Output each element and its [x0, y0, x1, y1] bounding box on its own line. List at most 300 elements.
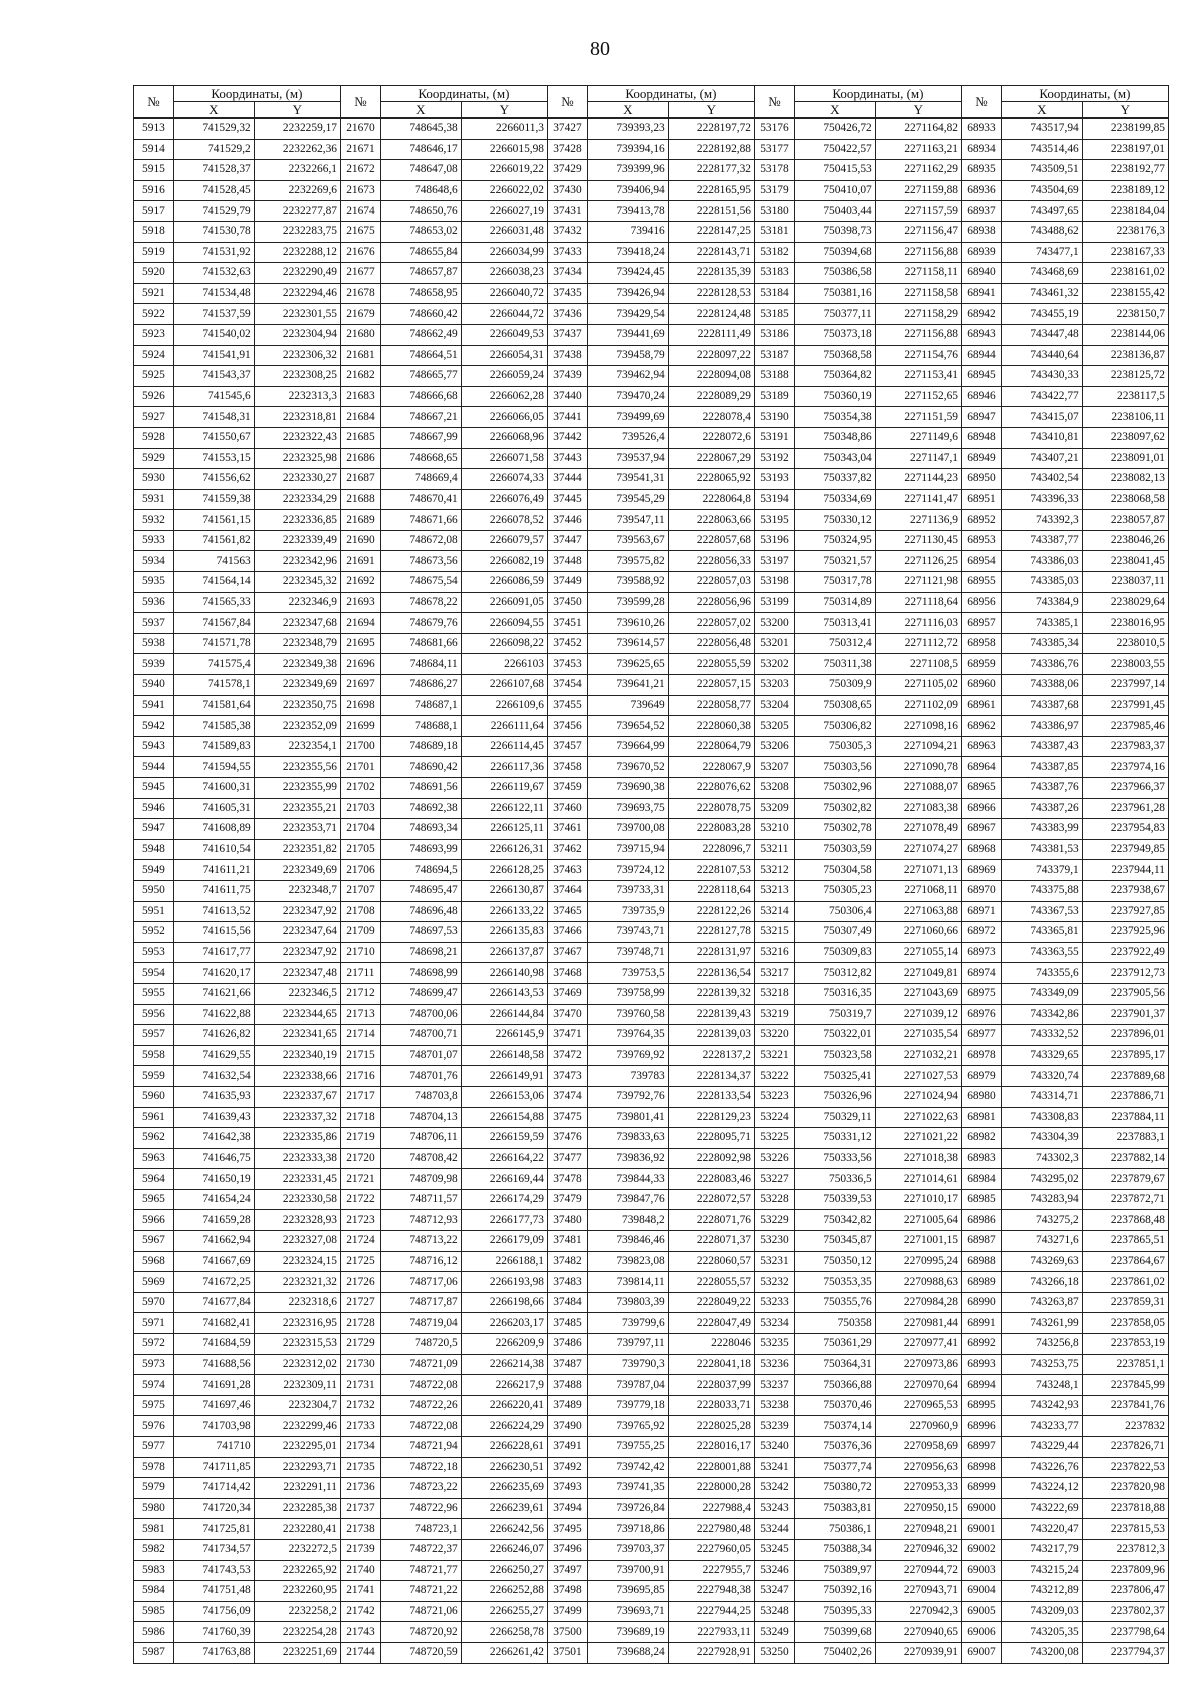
y-coordinate: 2228083,28: [668, 819, 754, 840]
y-coordinate: 2271068,11: [875, 880, 961, 901]
x-coordinate: 748655,84: [380, 242, 461, 263]
x-coordinate: 743355,6: [1001, 963, 1082, 984]
x-coordinate: 741556,62: [173, 469, 254, 490]
x-coordinate: 748691,56: [380, 778, 461, 799]
x-coordinate: 743212,89: [1001, 1581, 1082, 1602]
x-coordinate: 741615,56: [173, 922, 254, 943]
x-coordinate: 743295,02: [1001, 1169, 1082, 1190]
point-number: 21716: [341, 1066, 381, 1087]
x-coordinate: 739801,41: [587, 1107, 668, 1128]
y-coordinate: 2266188,1: [461, 1251, 547, 1272]
point-number: 68994: [962, 1375, 1002, 1396]
y-coordinate: 2271063,88: [875, 901, 961, 922]
y-coordinate: 2232337,67: [254, 1086, 340, 1107]
y-coordinate: 2232342,96: [254, 551, 340, 572]
x-coordinate: 739755,25: [587, 1437, 668, 1458]
point-number: 21700: [341, 736, 381, 757]
header-coordinates: Координаты, (м): [587, 86, 754, 102]
x-coordinate: 739693,71: [587, 1601, 668, 1622]
point-number: 68976: [962, 1004, 1002, 1025]
point-number: 53198: [755, 572, 795, 593]
point-number: 37455: [548, 695, 588, 716]
x-coordinate: 741600,31: [173, 778, 254, 799]
point-number: 21685: [341, 427, 381, 448]
point-number: 37432: [548, 221, 588, 242]
point-number: 68965: [962, 778, 1002, 799]
y-coordinate: 2232324,15: [254, 1251, 340, 1272]
y-coordinate: 2271039,12: [875, 1004, 961, 1025]
x-coordinate: 743387,43: [1001, 736, 1082, 757]
y-coordinate: 2232352,09: [254, 716, 340, 737]
x-coordinate: 748700,71: [380, 1025, 461, 1046]
x-coordinate: 739547,11: [587, 510, 668, 531]
y-coordinate: 2228072,6: [668, 427, 754, 448]
y-coordinate: 2232330,58: [254, 1189, 340, 1210]
table-row: [134, 757, 1169, 778]
x-coordinate: 748648,6: [380, 180, 461, 201]
point-number: 37484: [548, 1292, 588, 1313]
point-number: 21696: [341, 654, 381, 675]
x-coordinate: 750329,11: [794, 1107, 875, 1128]
point-number: 68973: [962, 942, 1002, 963]
x-coordinate: 750333,56: [794, 1148, 875, 1169]
header-coordinates: Координаты, (м): [173, 86, 340, 102]
y-coordinate: 2270984,28: [875, 1292, 961, 1313]
point-number: 37449: [548, 572, 588, 593]
point-number: 21731: [341, 1375, 381, 1396]
x-coordinate: 750403,44: [794, 201, 875, 222]
x-coordinate: 748722,08: [380, 1416, 461, 1437]
y-coordinate: 2228143,71: [668, 242, 754, 263]
y-coordinate: 2271088,07: [875, 778, 961, 799]
y-coordinate: 2238003,55: [1082, 654, 1168, 675]
x-coordinate: 748711,57: [380, 1189, 461, 1210]
page-number: 80: [590, 38, 610, 60]
x-coordinate: 739742,42: [587, 1457, 668, 1478]
y-coordinate: 2232330,27: [254, 469, 340, 490]
point-number: 21737: [341, 1498, 381, 1519]
x-coordinate: 739735,9: [587, 901, 668, 922]
point-number: 5913: [134, 118, 174, 139]
y-coordinate: 2237896,01: [1082, 1025, 1168, 1046]
point-number: 37486: [548, 1334, 588, 1355]
table-body: [134, 118, 1169, 1663]
y-coordinate: 2271098,16: [875, 716, 961, 737]
header-number: №: [962, 86, 1002, 119]
point-number: 53230: [755, 1231, 795, 1252]
table-row: [134, 1560, 1169, 1581]
y-coordinate: 2237938,67: [1082, 880, 1168, 901]
x-coordinate: 750354,38: [794, 407, 875, 428]
y-coordinate: 2270953,33: [875, 1478, 961, 1499]
x-coordinate: 748670,41: [380, 489, 461, 510]
point-number: 37450: [548, 592, 588, 613]
x-coordinate: 741534,48: [173, 283, 254, 304]
y-coordinate: 2237794,37: [1082, 1642, 1168, 1663]
point-number: 37482: [548, 1251, 588, 1272]
point-number: 5970: [134, 1292, 174, 1313]
x-coordinate: 739399,96: [587, 160, 668, 181]
x-coordinate: 750304,58: [794, 860, 875, 881]
point-number: 5960: [134, 1086, 174, 1107]
table-row: [134, 283, 1169, 304]
table-row: [134, 1354, 1169, 1375]
point-number: 68957: [962, 613, 1002, 634]
x-coordinate: 739429,54: [587, 304, 668, 325]
y-coordinate: 2266145,9: [461, 1025, 547, 1046]
x-coordinate: 741720,34: [173, 1498, 254, 1519]
x-coordinate: 748692,38: [380, 798, 461, 819]
y-coordinate: 2271162,29: [875, 160, 961, 181]
y-coordinate: 2228057,15: [668, 675, 754, 696]
y-coordinate: 2232251,69: [254, 1642, 340, 1663]
x-coordinate: 743396,33: [1001, 489, 1082, 510]
table-row: [134, 242, 1169, 263]
y-coordinate: 2227988,4: [668, 1498, 754, 1519]
y-coordinate: 2271141,47: [875, 489, 961, 510]
x-coordinate: 748722,08: [380, 1375, 461, 1396]
y-coordinate: 2238037,11: [1082, 572, 1168, 593]
x-coordinate: 743504,69: [1001, 180, 1082, 201]
x-coordinate: 743248,1: [1001, 1375, 1082, 1396]
y-coordinate: 2266066,05: [461, 407, 547, 428]
point-number: 37501: [548, 1642, 588, 1663]
y-coordinate: 2232262,36: [254, 139, 340, 160]
point-number: 5981: [134, 1519, 174, 1540]
x-coordinate: 748708,42: [380, 1148, 461, 1169]
point-number: 68977: [962, 1025, 1002, 1046]
y-coordinate: 2228137,2: [668, 1045, 754, 1066]
point-number: 21675: [341, 221, 381, 242]
point-number: 53205: [755, 716, 795, 737]
x-coordinate: 743209,03: [1001, 1601, 1082, 1622]
y-coordinate: 2228129,23: [668, 1107, 754, 1128]
x-coordinate: 748686,27: [380, 675, 461, 696]
y-coordinate: 2228097,22: [668, 345, 754, 366]
point-number: 68997: [962, 1437, 1002, 1458]
y-coordinate: 2228037,99: [668, 1375, 754, 1396]
y-coordinate: 2232347,68: [254, 613, 340, 634]
y-coordinate: 2271156,47: [875, 221, 961, 242]
point-number: 37464: [548, 880, 588, 901]
x-coordinate: 748695,47: [380, 880, 461, 901]
x-coordinate: 741697,46: [173, 1395, 254, 1416]
y-coordinate: 2271032,21: [875, 1045, 961, 1066]
y-coordinate: 2237853,19: [1082, 1334, 1168, 1355]
y-coordinate: 2271136,9: [875, 510, 961, 531]
table-row: [134, 448, 1169, 469]
x-coordinate: 741751,48: [173, 1581, 254, 1602]
point-number: 5919: [134, 242, 174, 263]
point-number: 53200: [755, 613, 795, 634]
point-number: 37499: [548, 1601, 588, 1622]
y-coordinate: 2228139,32: [668, 983, 754, 1004]
x-coordinate: 739610,26: [587, 613, 668, 634]
x-coordinate: 739625,65: [587, 654, 668, 675]
point-number: 37493: [548, 1478, 588, 1499]
y-coordinate: 2228049,22: [668, 1292, 754, 1313]
y-coordinate: 2238150,7: [1082, 304, 1168, 325]
x-coordinate: 743320,74: [1001, 1066, 1082, 1087]
point-number: 68986: [962, 1210, 1002, 1231]
y-coordinate: 2237802,37: [1082, 1601, 1168, 1622]
point-number: 53218: [755, 983, 795, 1004]
x-coordinate: 750317,78: [794, 572, 875, 593]
point-number: 37480: [548, 1210, 588, 1231]
x-coordinate: 743215,24: [1001, 1560, 1082, 1581]
y-coordinate: 2228057,03: [668, 572, 754, 593]
y-coordinate: 2232325,98: [254, 448, 340, 469]
x-coordinate: 743410,81: [1001, 427, 1082, 448]
table-row: [134, 1395, 1169, 1416]
table-row: [134, 1272, 1169, 1293]
y-coordinate: 2232315,53: [254, 1334, 340, 1355]
point-number: 37497: [548, 1560, 588, 1581]
point-number: 21744: [341, 1642, 381, 1663]
y-coordinate: 2232336,85: [254, 510, 340, 531]
y-coordinate: 2271158,11: [875, 263, 961, 284]
y-coordinate: 2237966,37: [1082, 778, 1168, 799]
y-coordinate: 2237879,67: [1082, 1169, 1168, 1190]
y-coordinate: 2228139,43: [668, 1004, 754, 1025]
point-number: 5916: [134, 180, 174, 201]
table-row: [134, 1128, 1169, 1149]
point-number: 37452: [548, 633, 588, 654]
point-number: 53232: [755, 1272, 795, 1293]
point-number: 68953: [962, 530, 1002, 551]
point-number: 21671: [341, 139, 381, 160]
point-number: 68985: [962, 1189, 1002, 1210]
x-coordinate: 750377,74: [794, 1457, 875, 1478]
x-coordinate: 748675,54: [380, 572, 461, 593]
point-number: 53239: [755, 1416, 795, 1437]
y-coordinate: 2266125,11: [461, 819, 547, 840]
x-coordinate: 750302,96: [794, 778, 875, 799]
x-coordinate: 748689,18: [380, 736, 461, 757]
point-number: 5967: [134, 1231, 174, 1252]
point-number: 21722: [341, 1189, 381, 1210]
y-coordinate: 2228076,62: [668, 778, 754, 799]
point-number: 5921: [134, 283, 174, 304]
x-coordinate: 739462,94: [587, 366, 668, 387]
x-coordinate: 748704,13: [380, 1107, 461, 1128]
x-coordinate: 743256,8: [1001, 1334, 1082, 1355]
x-coordinate: 743517,94: [1001, 118, 1082, 139]
x-coordinate: 741575,4: [173, 654, 254, 675]
x-coordinate: 739424,45: [587, 263, 668, 284]
x-coordinate: 748653,02: [380, 221, 461, 242]
point-number: 37435: [548, 283, 588, 304]
y-coordinate: 2228000,28: [668, 1478, 754, 1499]
y-coordinate: 2238082,13: [1082, 469, 1168, 490]
x-coordinate: 750306,4: [794, 901, 875, 922]
point-number: 21724: [341, 1231, 381, 1252]
point-number: 5948: [134, 839, 174, 860]
point-number: 37463: [548, 860, 588, 881]
x-coordinate: 743342,86: [1001, 1004, 1082, 1025]
point-number: 37456: [548, 716, 588, 737]
y-coordinate: 2237997,14: [1082, 675, 1168, 696]
x-coordinate: 750314,89: [794, 592, 875, 613]
x-coordinate: 741617,77: [173, 942, 254, 963]
x-coordinate: 748684,11: [380, 654, 461, 675]
point-number: 37479: [548, 1189, 588, 1210]
x-coordinate: 739700,08: [587, 819, 668, 840]
point-number: 37485: [548, 1313, 588, 1334]
x-coordinate: 739526,4: [587, 427, 668, 448]
x-coordinate: 739426,94: [587, 283, 668, 304]
point-number: 68943: [962, 324, 1002, 345]
y-coordinate: 2228127,78: [668, 922, 754, 943]
point-number: 21690: [341, 530, 381, 551]
y-coordinate: 2266011,3: [461, 118, 547, 139]
x-coordinate: 748722,96: [380, 1498, 461, 1519]
y-coordinate: 2266015,98: [461, 139, 547, 160]
point-number: 5961: [134, 1107, 174, 1128]
x-coordinate: 739670,52: [587, 757, 668, 778]
point-number: 53242: [755, 1478, 795, 1499]
y-coordinate: 2266137,87: [461, 942, 547, 963]
x-coordinate: 743385,03: [1001, 572, 1082, 593]
x-coordinate: 750316,35: [794, 983, 875, 1004]
x-coordinate: 741529,32: [173, 118, 254, 139]
y-coordinate: 2238068,58: [1082, 489, 1168, 510]
point-number: 53203: [755, 675, 795, 696]
point-number: 21721: [341, 1169, 381, 1190]
y-coordinate: 2266214,38: [461, 1354, 547, 1375]
y-coordinate: 2228124,48: [668, 304, 754, 325]
x-coordinate: 741662,94: [173, 1231, 254, 1252]
x-coordinate: 739688,24: [587, 1642, 668, 1663]
table-row: [134, 860, 1169, 881]
point-number: 68996: [962, 1416, 1002, 1437]
y-coordinate: 2228136,54: [668, 963, 754, 984]
x-coordinate: 750312,82: [794, 963, 875, 984]
y-coordinate: 2270942,3: [875, 1601, 961, 1622]
table-row: [134, 510, 1169, 531]
point-number: 5933: [134, 530, 174, 551]
y-coordinate: 2266122,11: [461, 798, 547, 819]
table-row: [134, 221, 1169, 242]
x-coordinate: 739614,57: [587, 633, 668, 654]
point-number: 21728: [341, 1313, 381, 1334]
table-row: [134, 736, 1169, 757]
point-number: 21740: [341, 1560, 381, 1581]
point-number: 68979: [962, 1066, 1002, 1087]
y-coordinate: 2266220,41: [461, 1395, 547, 1416]
x-coordinate: 743261,99: [1001, 1313, 1082, 1334]
point-number: 53221: [755, 1045, 795, 1066]
point-number: 21713: [341, 1004, 381, 1025]
point-number: 53227: [755, 1169, 795, 1190]
point-number: 37488: [548, 1375, 588, 1396]
x-coordinate: 748693,99: [380, 839, 461, 860]
table-row: [134, 922, 1169, 943]
table-row: [134, 1581, 1169, 1602]
point-number: 5937: [134, 613, 174, 634]
point-number: 37457: [548, 736, 588, 757]
x-coordinate: 748721,22: [380, 1581, 461, 1602]
table-row: [134, 675, 1169, 696]
y-coordinate: 2227980,48: [668, 1519, 754, 1540]
x-coordinate: 750376,36: [794, 1437, 875, 1458]
x-coordinate: 739418,24: [587, 242, 668, 263]
x-coordinate: 739470,24: [587, 386, 668, 407]
y-coordinate: 2232355,56: [254, 757, 340, 778]
y-coordinate: 2266252,88: [461, 1581, 547, 1602]
x-coordinate: 743367,53: [1001, 901, 1082, 922]
x-coordinate: 748701,76: [380, 1066, 461, 1087]
x-coordinate: 739458,79: [587, 345, 668, 366]
x-coordinate: 743384,9: [1001, 592, 1082, 613]
y-coordinate: 2266079,57: [461, 530, 547, 551]
y-coordinate: 2232283,75: [254, 221, 340, 242]
y-coordinate: 2232259,17: [254, 118, 340, 139]
table-header-row: [134, 86, 1169, 102]
y-coordinate: 2228041,18: [668, 1354, 754, 1375]
y-coordinate: 2270950,15: [875, 1498, 961, 1519]
point-number: 5941: [134, 695, 174, 716]
point-number: 5927: [134, 407, 174, 428]
table-row: [134, 819, 1169, 840]
x-coordinate: 748717,87: [380, 1292, 461, 1313]
point-number: 21723: [341, 1210, 381, 1231]
x-coordinate: 739803,39: [587, 1292, 668, 1313]
y-coordinate: 2266019,22: [461, 160, 547, 181]
y-coordinate: 2271151,59: [875, 407, 961, 428]
table-row: [134, 201, 1169, 222]
x-coordinate: 741564,14: [173, 572, 254, 593]
y-coordinate: 2237806,47: [1082, 1581, 1168, 1602]
x-coordinate: 743271,6: [1001, 1231, 1082, 1252]
x-coordinate: 743222,69: [1001, 1498, 1082, 1519]
point-number: 53217: [755, 963, 795, 984]
point-number: 5943: [134, 736, 174, 757]
y-coordinate: 2237991,45: [1082, 695, 1168, 716]
x-coordinate: 741585,38: [173, 716, 254, 737]
point-number: 68978: [962, 1045, 1002, 1066]
y-coordinate: 2266126,31: [461, 839, 547, 860]
y-coordinate: 2271156,88: [875, 324, 961, 345]
point-number: 53234: [755, 1313, 795, 1334]
y-coordinate: 2228057,68: [668, 530, 754, 551]
table-row: [134, 1231, 1169, 1252]
y-coordinate: 2228147,25: [668, 221, 754, 242]
y-coordinate: 2232308,25: [254, 366, 340, 387]
y-coordinate: 2228177,32: [668, 160, 754, 181]
point-number: 5923: [134, 324, 174, 345]
y-coordinate: 2238144,06: [1082, 324, 1168, 345]
y-coordinate: 2228078,75: [668, 798, 754, 819]
point-number: 53196: [755, 530, 795, 551]
point-number: 68963: [962, 736, 1002, 757]
x-coordinate: 739790,3: [587, 1354, 668, 1375]
y-coordinate: 2266203,17: [461, 1313, 547, 1334]
y-coordinate: 2228192,88: [668, 139, 754, 160]
y-coordinate: 2271126,25: [875, 551, 961, 572]
y-coordinate: 2237884,11: [1082, 1107, 1168, 1128]
x-coordinate: 750322,01: [794, 1025, 875, 1046]
point-number: 53209: [755, 798, 795, 819]
y-coordinate: 2266154,88: [461, 1107, 547, 1128]
y-coordinate: 2238161,02: [1082, 263, 1168, 284]
x-coordinate: 741561,82: [173, 530, 254, 551]
point-number: 21712: [341, 983, 381, 1004]
x-coordinate: 739599,28: [587, 592, 668, 613]
header-coordinates: Координаты, (м): [794, 86, 961, 102]
point-number: 5954: [134, 963, 174, 984]
point-number: 21704: [341, 819, 381, 840]
